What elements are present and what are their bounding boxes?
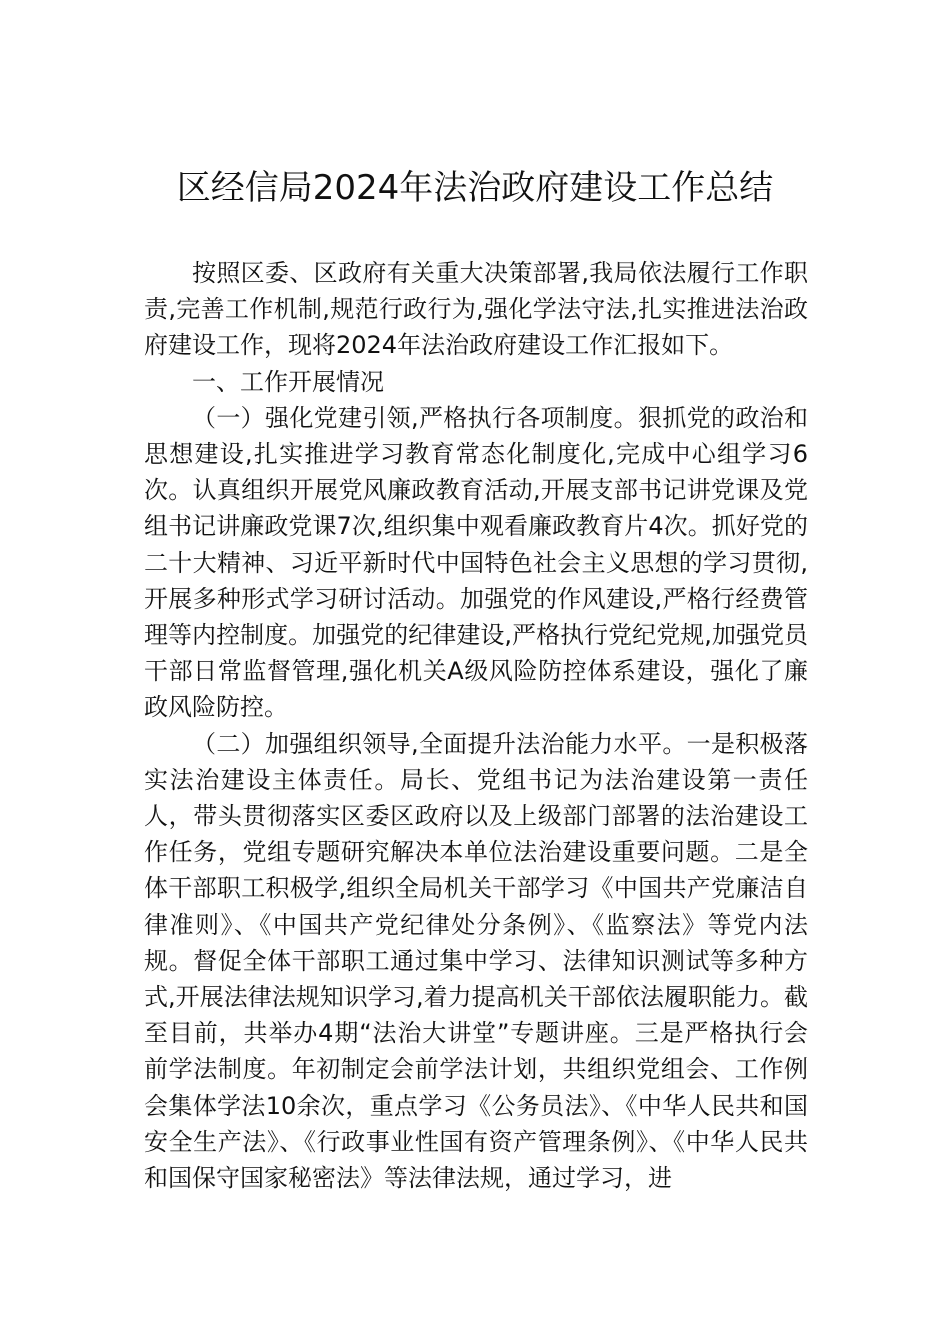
document-body <box>144 255 808 1196</box>
intro-paragraph: 按照区委、区政府有关重大决策部署,我局依法履行工作职责,完善工作机制,规范行政行为,强化学法守法,扎实推进法治政府建设工作，现将2024年法治政府建设工作汇报如下。 <box>144 259 808 360</box>
document-title: 区经信局2024年法治政府建设工作总结 <box>176 168 774 208</box>
body-paragraph-1: （一）强化党建引领,严格执行各项制度。狠抓党的政治和思想建设,扎实推进学习教育常态化制度化,完成中心组学习6次。认真组织开展党风廉政教育活动,开展支部书记讲党课及党组书记讲廉政党课7次,组织集中观看廉政教育片4次。抓好党的二十大精神、习近平新时代中国特色社会主义思想的学习贯彻,开展多种形式学习研讨活动。加强党的作风建设,严格行经费管理等内控制度。加强党的纪律建设,严格执行党纪党规,加强党员干部日常监督管理,强化机关A级风险防控体系建设，强化了廉政风险防控。 <box>144 403 808 722</box>
section-heading: 一、工作开展情况 <box>192 367 384 396</box>
body-paragraph-2: （二）加强组织领导,全面提升法治能力水平。一是积极落实法治建设主体责任。局长、党组书记为法治建设第一责任人，带头贯彻落实区委区政府以及上级部门部署的法治建设工作任务，党组专题研究解决本单位法治建设重要问题。二是全体干部职工积极学,组织全局机关干部学习《中国共产党廉洁自律准则》、《中国共产党纪律处分条例》、《监察法》等党内法规。督促全体干部职工通过集中学习、法律知识测试等多种方式,开展法律法规知识学习,着力提高机关干部依法履职能力。截至目前，共举办4期“法治大讲堂”专题讲座。三是严格执行会前学法制度。年初制定会前学法计划，共组织党组会、工作例会集体学法10余次，重点学习《公务员法》、《中华人民共和国安全生产法》、《行政事业性国有资产管理条例》、《中华人民共和国保守国家秘密法》等法律法规，通过学习，进 <box>144 729 808 1193</box>
